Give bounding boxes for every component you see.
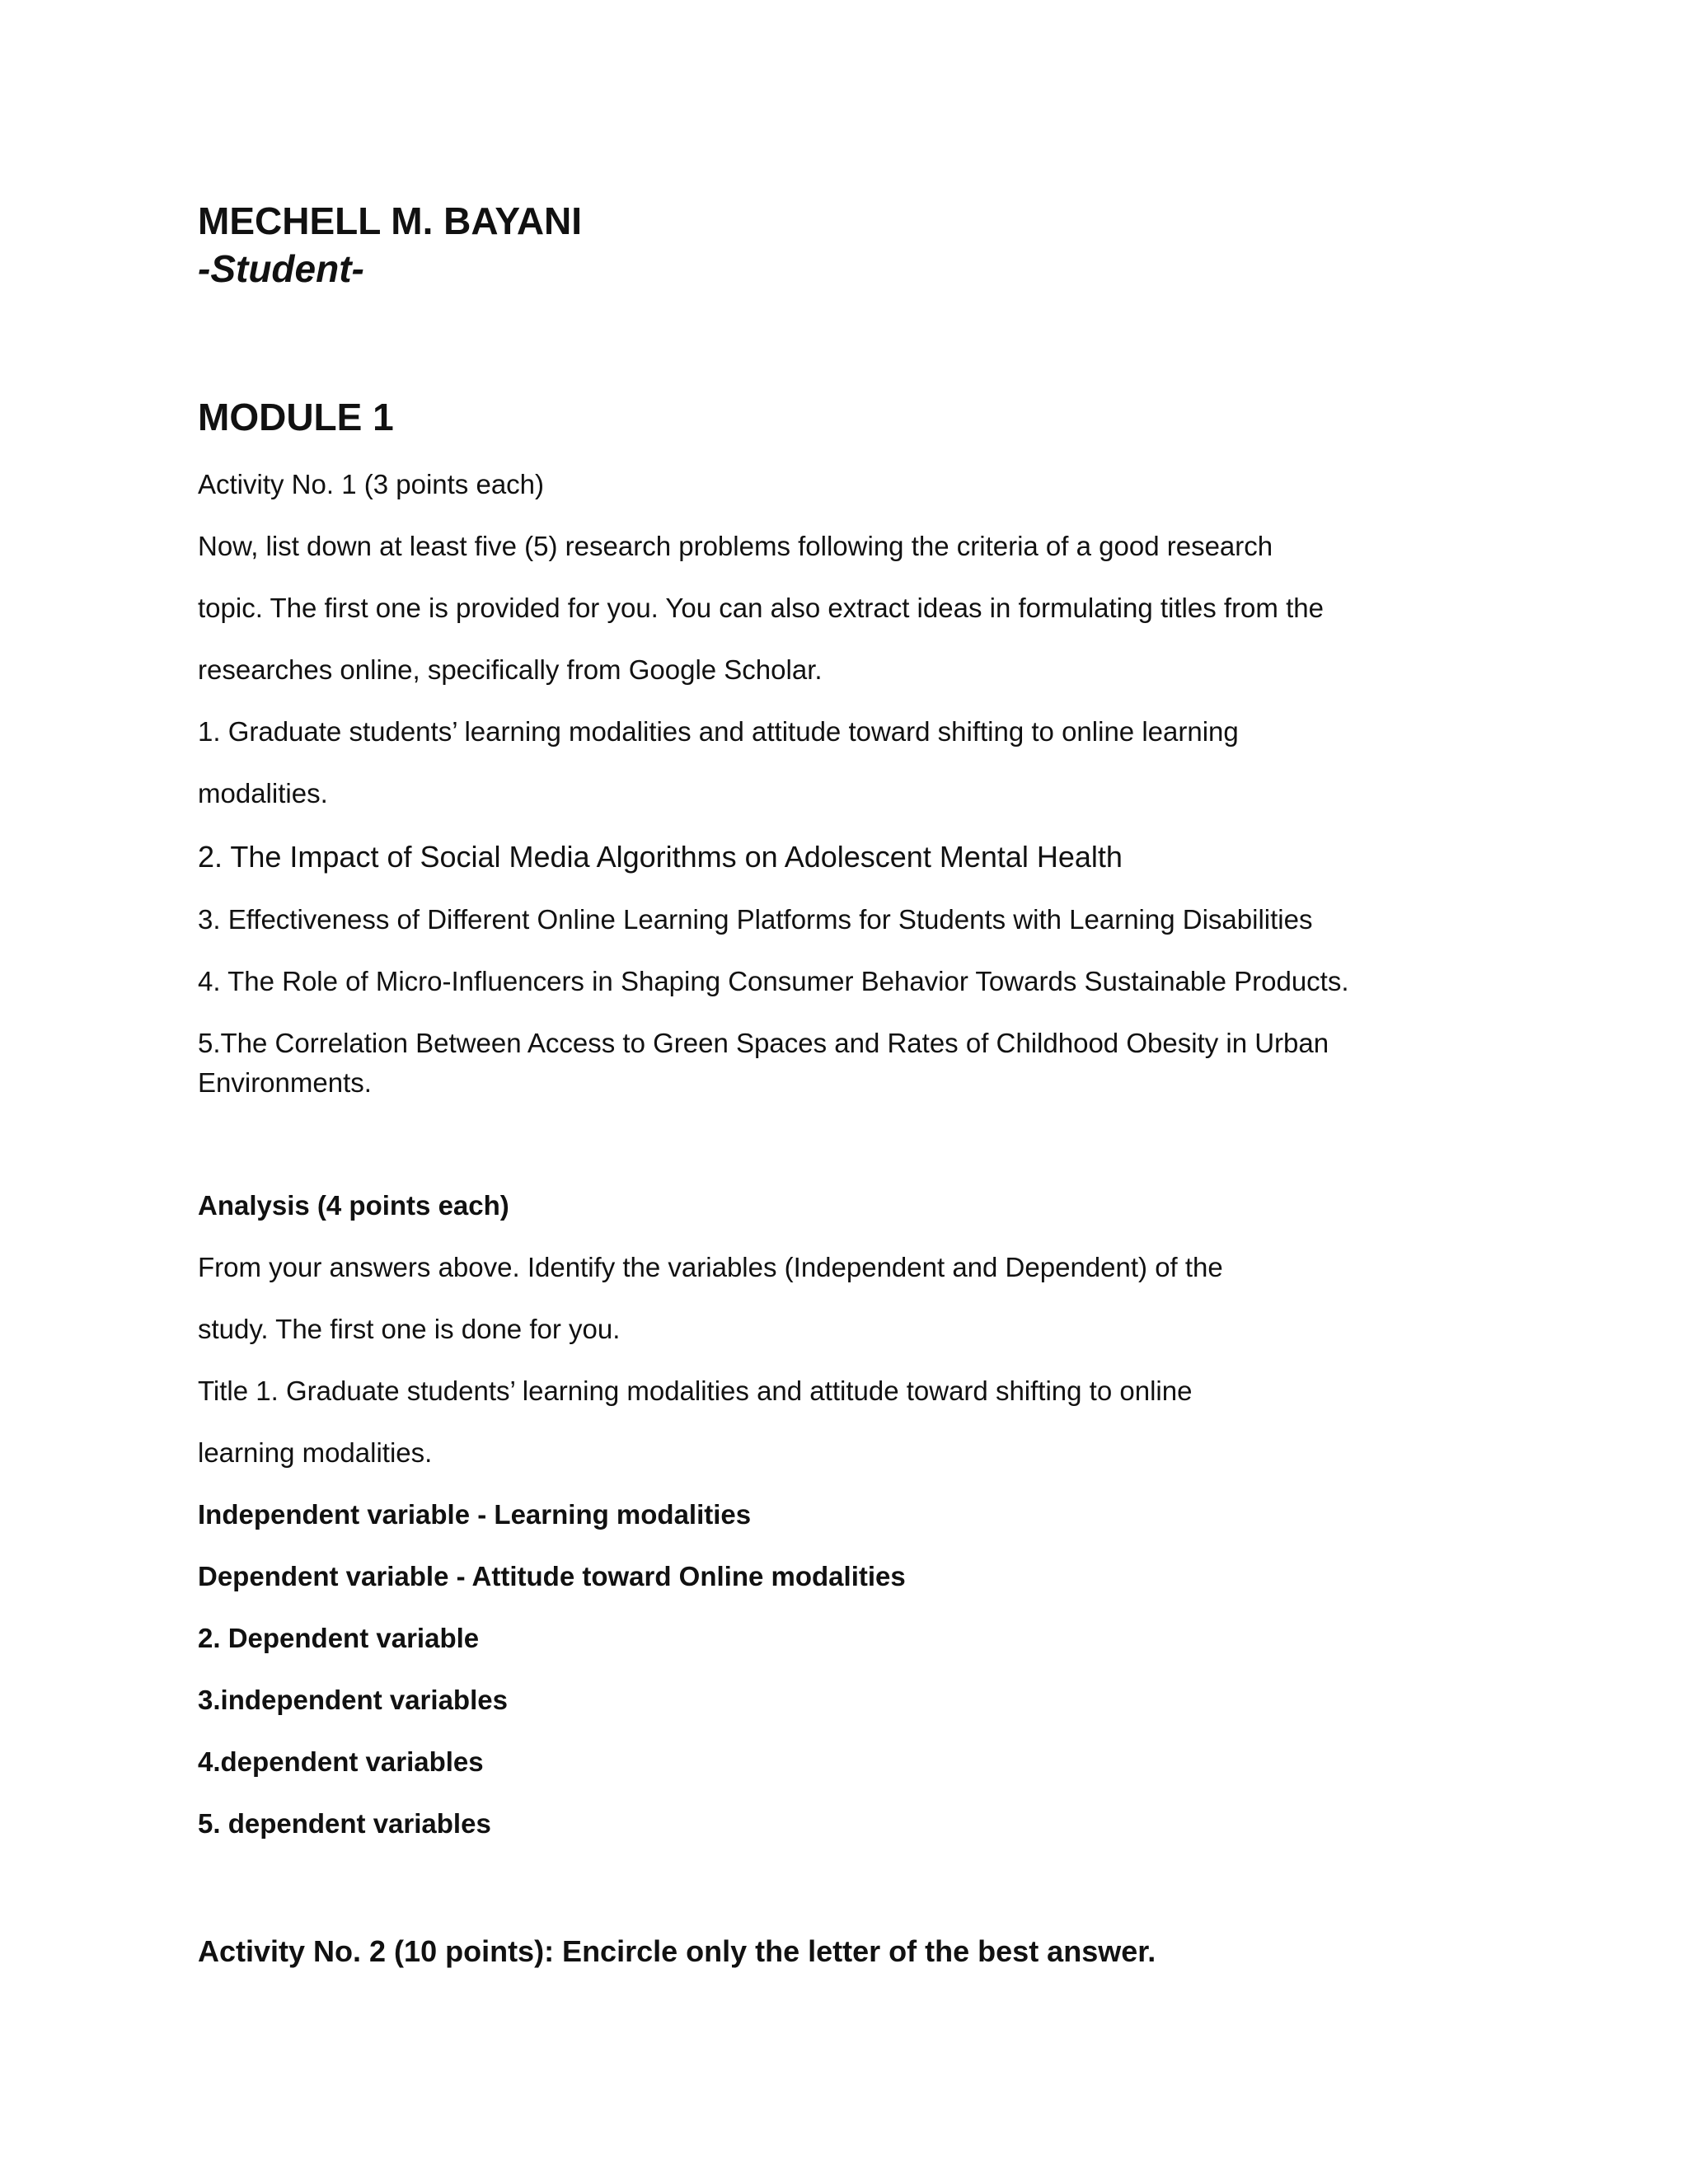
activity1-heading: Activity No. 1 (3 points each) xyxy=(198,469,545,499)
research-problem-5-line-2: Environments. xyxy=(198,1067,372,1098)
analysis-answer-4: 4.dependent variables xyxy=(198,1746,484,1777)
analysis-instruction-line-2: study. The first one is done for you. xyxy=(198,1314,621,1344)
analysis-answer-2: 2. Dependent variable xyxy=(198,1623,480,1653)
dependent-variable-1: Dependent variable - Attitude toward Online modalities xyxy=(198,1561,906,1591)
independent-variable-1: Independent variable - Learning modalities xyxy=(198,1499,752,1530)
activity2-heading: Activity No. 2 (10 points): Encircle only the letter of the best answer. xyxy=(198,1934,1156,1968)
research-problem-5-line-1: 5.The Correlation Between Access to Green Spaces and Rates of Childhood Obesity in Urban xyxy=(198,1028,1329,1058)
analysis-title-1-line-2: learning modalities. xyxy=(198,1437,433,1468)
activity1-instruction-line-3: researches online, specifically from Google Scholar. xyxy=(198,654,823,685)
research-problem-3: 3. Effectiveness of Different Online Learning Platforms for Students with Learning Disabilities xyxy=(198,904,1313,935)
analysis-instruction-line-1: From your answers above. Identify the variables (Independent and Dependent) of the xyxy=(198,1252,1223,1282)
analysis-answer-3: 3.independent variables xyxy=(198,1685,508,1715)
analysis-answer-5: 5. dependent variables xyxy=(198,1808,491,1839)
research-problem-4: 4. The Role of Micro-Influencers in Shaping Consumer Behavior Towards Sustainable Products. xyxy=(198,966,1349,996)
research-problem-2: 2. The Impact of Social Media Algorithms on Adolescent Mental Health xyxy=(198,840,1123,874)
activity1-instruction-line-2: topic. The first one is provided for you. You can also extract ideas in formulating titles from the xyxy=(198,593,1324,623)
module-title: MODULE 1 xyxy=(198,396,394,438)
analysis-title-1-line-1: Title 1. Graduate students’ learning modalities and attitude toward shifting to online xyxy=(198,1376,1193,1406)
activity1-instruction-line-1: Now, list down at least five (5) research problems following the criteria of a good research xyxy=(198,531,1273,561)
research-problem-1-line-1: 1. Graduate students’ learning modalities and attitude toward shifting to online learning xyxy=(198,716,1239,747)
student-role: -Student- xyxy=(198,247,364,290)
research-problem-1-line-2: modalities. xyxy=(198,778,328,808)
student-name: MECHELL M. BAYANI xyxy=(198,199,583,242)
analysis-heading: Analysis (4 points each) xyxy=(198,1190,509,1221)
